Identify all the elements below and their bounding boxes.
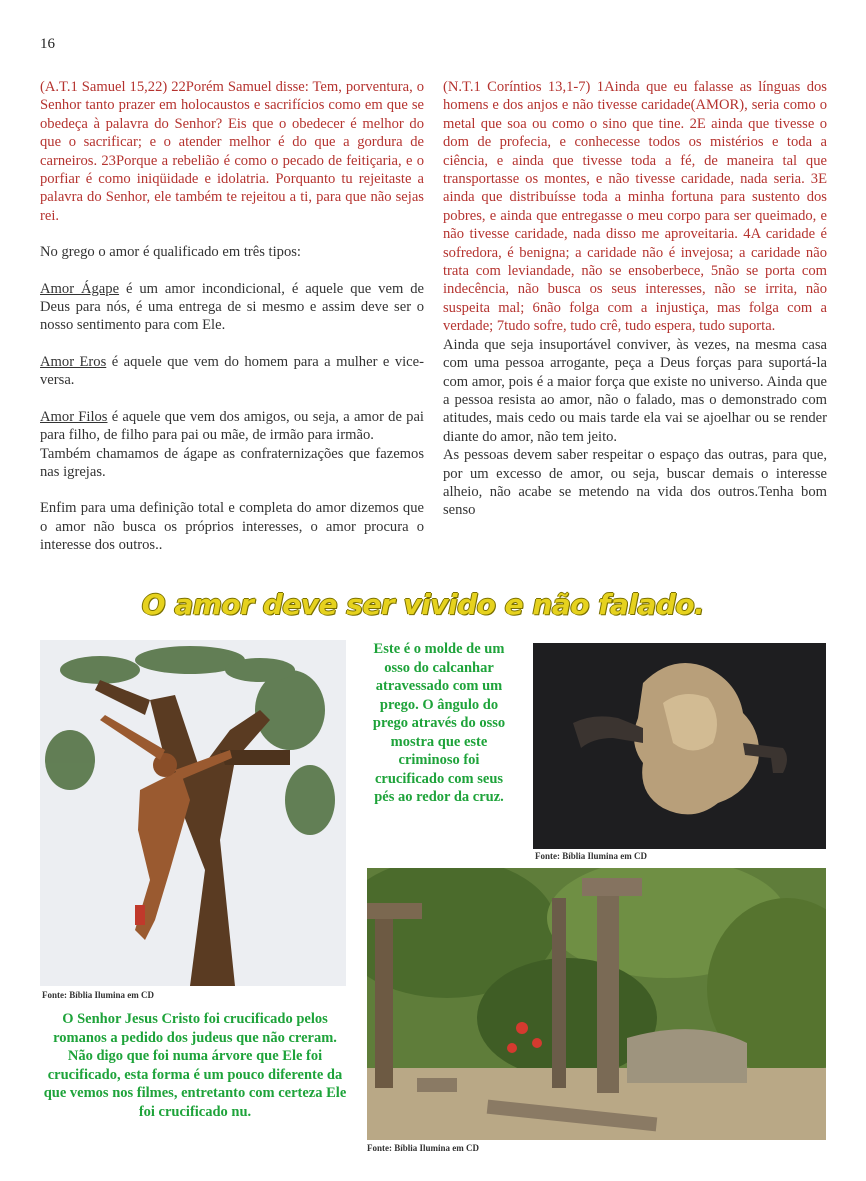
eros-term: Amor Eros	[40, 353, 107, 370]
bone-caption: Este é o molde de um osso do calcanhar atravessado com um prego. O ângulo do prego através do osso mostra que este criminoso foi crucificado com seus pés ao redor da cruz.	[372, 641, 506, 805]
right-column	[443, 78, 827, 520]
filos-paragraph	[40, 408, 424, 445]
eros-paragraph	[40, 353, 424, 390]
source-label-bone: Fonte: Bíblia Ilumina em CD	[535, 851, 648, 861]
filos-term: Amor Filos	[40, 408, 108, 425]
source-label-garden: Fonte: Bíblia Ilumina em CD	[367, 1143, 480, 1153]
patience-paragraph: Ainda que seja insuportável conviver, às vezes, na mesma casa com uma pessoa arrogante, peça a Deus forças para suportá-la com amor, pois é a maior força que existe no universo. Ainda que a pessoa resista ao amor, não o falado, mas o demonstrado com atitudes, mais cedo ou mais tarde ela vai se ajoelhar ou se render diante do amor, não tem jeito.	[443, 336, 827, 445]
page-number: 16	[40, 36, 55, 52]
headline: O amor deve ser vivido e não falado.	[141, 588, 705, 621]
source-label-illustration: Fonte: Bíblia Ilumina em CD	[42, 990, 155, 1000]
samuel-quote: (A.T.1 Samuel 15,22) 22Porém Samuel disse: Tem, porventura, o Senhor tanto prazer em holocaustos e sacrifícios como em que se obedeça à palavra do Senhor? Eis que o obedecer é melhor do que o sacrificar; e o atender melhor é do que a gordura de carneiros. 23Porque a rebelião é como o pecado de feitiçaria, e o porfiar é como iniqüidade e idolatria. Porquanto tu rejeitaste a palavra do Senhor, ele também te rejeitou a ti, para que não sejas rei.	[40, 79, 424, 224]
love-types-intro: No grego o amor é qualificado em três tipos:	[40, 244, 301, 261]
agape-text: é um amor incondicional, é aquele que vem de Deus para nós, é uma entrega de si mesmo e assim deve ser o nosso sentimento para com Ele.	[40, 280, 424, 334]
jesus-caption: O Senhor Jesus Cristo foi crucificado pelos romanos a pedido dos judeus que não creram. Não digo que foi numa árvore que Ele foi crucificado, esta forma é um pouco diferente da que vemos nos filmes, entretanto com certeza Ele foi crucificado nu.	[43, 1011, 347, 1120]
conclusion-paragraph: Enfim para uma definição total e completa do amor dizemos que o amor não busca os próprios interesses, o amor procura o interesse dos outros..	[40, 500, 424, 554]
agape-term: Amor Ágape	[40, 280, 120, 297]
agape-note: Também chamamos de ágape as confraternizações que fazemos nas igrejas.	[40, 445, 424, 480]
filos-text: é aquele que vem dos amigos, ou seja, a amor de pai para filho, de filho para pai ou mãe, de irmão para irmão.	[40, 408, 424, 444]
crucifixion-tree-illustration	[40, 640, 346, 986]
agape-paragraph	[40, 280, 424, 335]
left-column	[40, 78, 424, 555]
heel-bone-photo	[533, 643, 826, 849]
respect-paragraph: As pessoas devem saber respeitar o espaço das outras, para que, por um excesso de amor, ou seja, buscar demais o interesse alheio, não acabe se metendo na vida dos outros.Tenha bom senso	[443, 447, 827, 519]
garden-crosses-photo	[367, 868, 826, 1140]
corinthians-quote: (N.T.1 Coríntios 13,1-7) 1Ainda que eu falasse as línguas dos homens e dos anjos e não tivesse caridade(AMOR), seria como o metal que soa ou como o sino que tine. 2E ainda que tivesse o dom de profecia, e conhecesse todos os mistérios e toda a ciência, e ainda que tivesse toda a fé, de maneira tal que transportasse os montes, e não tivesse caridade, nada seria. 3E ainda que distribuísse toda a minha fortuna para sustento dos pobres, e ainda que entregasse o meu corpo para ser queimado, e não tivesse caridade, nada disso me aproveitaria. 4A caridade é sofredora, é benigna; a caridade não é invejosa; a caridade não trata com leviandade, não se ensoberbece, 5não se porta com indecência, não busca os seus interesses, não se irrita, não suspeita mal; 6não folga com a injustiça, mas folga com a verdade; 7tudo sofre, tudo crê, tudo espera, tudo suporta.	[443, 79, 827, 335]
eros-text: é aquele que vem do homem para a mulher e vice-versa.	[40, 353, 424, 389]
